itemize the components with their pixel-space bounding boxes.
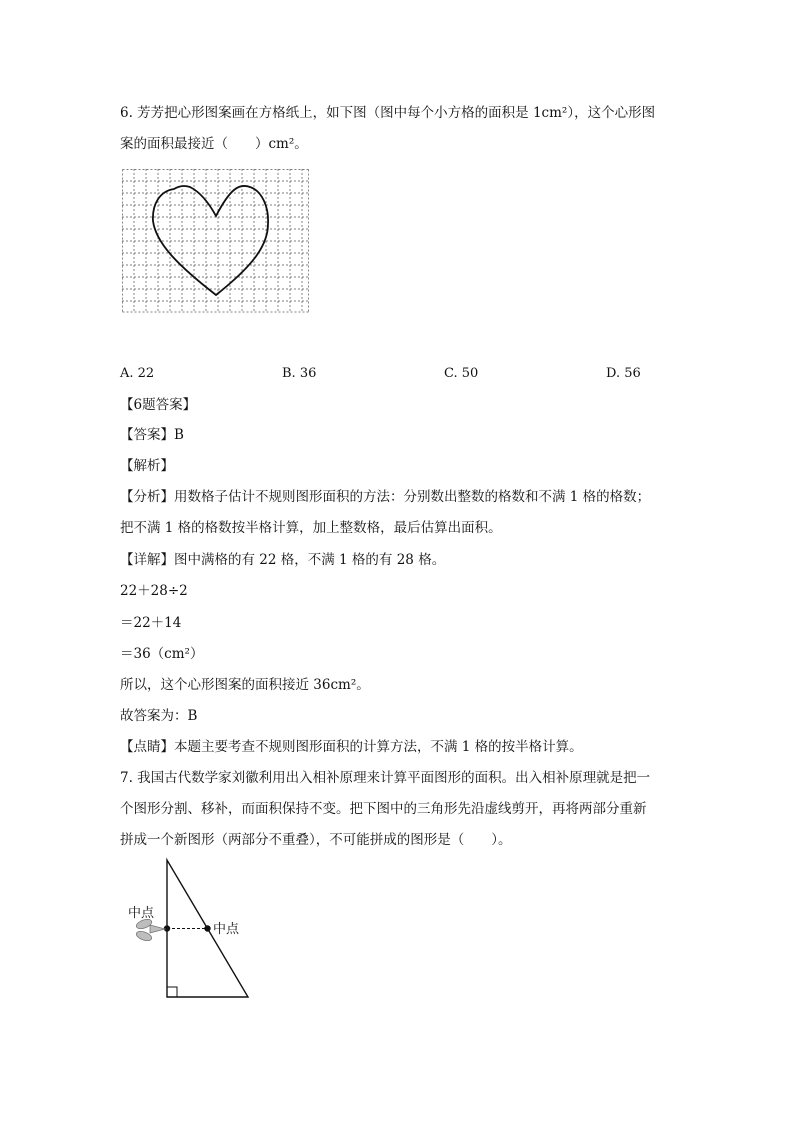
q7-text-line2: 个图形分割、移补，而面积保持不变。把下图中的三角形先沿虚线剪开，再将两部分重新 xyxy=(120,801,647,817)
answer-header: 【6题答案】 xyxy=(120,397,197,413)
heart-grid-figure xyxy=(122,169,310,313)
midpoint-dot-right xyxy=(204,925,210,931)
option-b[interactable]: B. 36 xyxy=(282,366,317,381)
dianjing-line: 【点睛】本题主要考查不规则图形面积的计算方法，不满 1 格的按半格计算。 xyxy=(120,739,583,755)
analysis-line1: 【分析】用数格子估计不规则图形面积的方法：分别数出整数的格数和不满 1 格的格数； xyxy=(120,489,651,505)
scissors-icon xyxy=(135,918,165,943)
option-a[interactable]: A. 22 xyxy=(120,366,155,381)
conclusion-line: 所以，这个心形图案的面积接近 36cm²。 xyxy=(120,677,370,693)
calc-line1: 22＋28÷2 xyxy=(120,583,188,599)
midpoint-label-left: 中点 xyxy=(128,906,155,921)
midpoint-dot-left xyxy=(164,925,170,931)
right-angle-mark xyxy=(167,987,177,997)
q6-text-line2: 案的面积最接近（ ）cm²。 xyxy=(120,136,308,152)
answer-line: 【答案】B xyxy=(120,427,184,443)
triangle-figure xyxy=(120,855,260,1005)
calc-line3: ＝36（cm²） xyxy=(120,646,204,662)
final-answer-line: 故答案为：B xyxy=(120,708,198,724)
q6-text-line1: 6. 芳芳把心形图案画在方格纸上，如下图（图中每个小方格的面积是 1cm²），这个心形图 xyxy=(120,105,656,121)
analysis-header: 【解析】 xyxy=(120,458,174,474)
option-c[interactable]: C. 50 xyxy=(444,366,479,381)
calc-line2: ＝22＋14 xyxy=(120,615,182,631)
q7-text-line1: 7. 我国古代数学家刘徽利用出入相补原理来计算平面图形的面积。出入相补原理就是把一 xyxy=(120,770,651,786)
midpoint-label-right: 中点 xyxy=(213,922,240,937)
analysis-line2: 把不满 1 格的格数按半格计算，加上整数格，最后估算出面积。 xyxy=(120,520,502,536)
grid-lines xyxy=(122,169,309,312)
q7-text-line3: 拼成一个新图形（两部分不重叠），不可能拼成的图形是（ ）。 xyxy=(120,832,512,848)
option-d[interactable]: D. 56 xyxy=(606,366,641,381)
detail-line: 【详解】图中满格的有 22 格，不满 1 格的有 28 格。 xyxy=(120,552,446,568)
